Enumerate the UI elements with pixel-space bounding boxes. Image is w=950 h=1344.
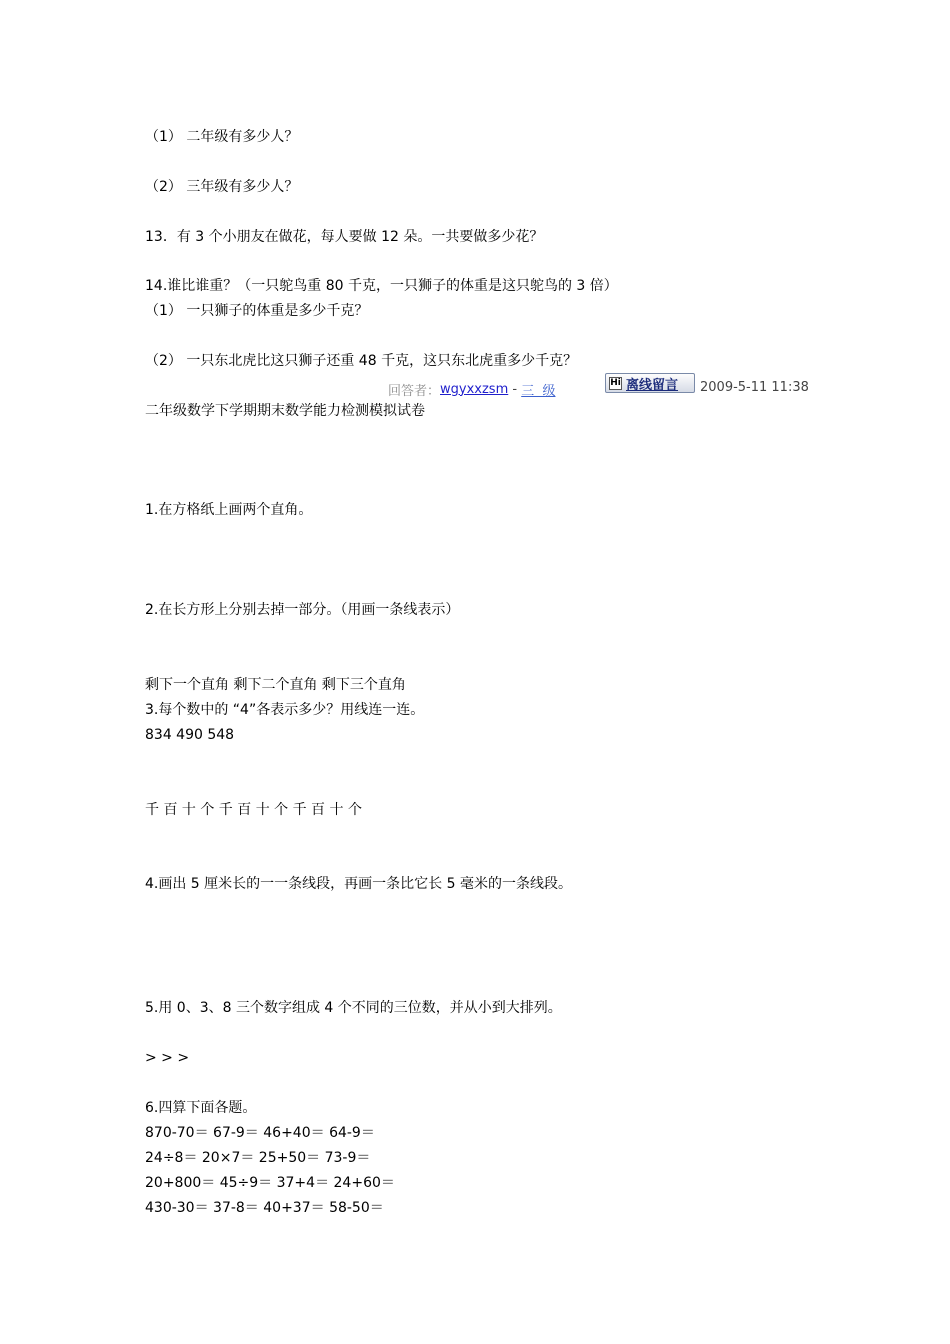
question-line: （1） 二年级有多少人？ <box>145 129 299 145</box>
meta-separator: - <box>508 381 522 397</box>
question-1: 1.在方格纸上画两个直角。 <box>145 502 313 518</box>
exam-title: 二年级数学下学期期末数学能力检测模拟试卷 <box>145 403 425 419</box>
question-4: 4.画出 5 厘米长的一一条线段，再画一条比它长 5 毫米的一条线段。 <box>145 876 572 892</box>
question-5: 5.用 0、3、8 三个数字组成 4 个不同的三位数，并从小到大排列。 <box>145 1000 562 1016</box>
answerer-label: 回答者： <box>388 383 441 399</box>
question-3-numbers: 834 490 548 <box>145 727 235 743</box>
arithmetic-row: 870-70＝ 67-9＝ 46+40＝ 64-9＝ <box>145 1125 375 1141</box>
question-2-labels: 剩下一个直角 剩下二个直角 剩下三个直角 <box>145 677 406 693</box>
hi-icon: Hi <box>610 377 621 388</box>
answerer-user-link[interactable]: wgyxxzsm <box>440 381 509 397</box>
question-line: （2） 三年级有多少人？ <box>145 179 299 195</box>
question-line: 13．有 3 个小朋友在做花，每人要做 12 朵。一共要做多少花？ <box>145 229 544 245</box>
arithmetic-row: 24÷8＝ 20×7＝ 25+50＝ 73-9＝ <box>145 1150 371 1166</box>
answer-meta <box>388 377 555 401</box>
question-line: （2） 一只东北虎比这只狮子还重 48 千克，这只东北虎重多少千克？ <box>145 353 578 369</box>
question-2: 2.在长方形上分别去掉一部分。（用画一条线表示） <box>145 602 460 618</box>
answerer-level-link[interactable]: 三 级 <box>521 383 556 399</box>
arithmetic-row: 430-30＝ 37-8＝ 40+37＝ 58-50＝ <box>145 1200 384 1216</box>
arithmetic-row: 20+800＝ 45÷9＝ 37+4＝ 24+60＝ <box>145 1175 395 1191</box>
offline-message-label: 离线留言 <box>626 377 679 393</box>
question-3-places: 千 百 十 个 千 百 十 个 千 百 十 个 <box>145 802 362 818</box>
question-5-blanks: > > > <box>145 1050 190 1066</box>
answer-timestamp: 2009-5-11 11:38 <box>700 380 809 395</box>
offline-message-button[interactable] <box>605 373 695 393</box>
question-line: 14.谁比谁重？（一只鸵鸟重 80 千克，一只狮子的体重是这只鸵鸟的 3 倍） <box>145 278 618 294</box>
question-6: 6.四算下面各题。 <box>145 1100 257 1116</box>
question-3: 3.每个数中的 “4”各表示多少？用线连一连。 <box>145 702 425 718</box>
question-line: （1） 一只狮子的体重是多少千克？ <box>145 303 369 319</box>
